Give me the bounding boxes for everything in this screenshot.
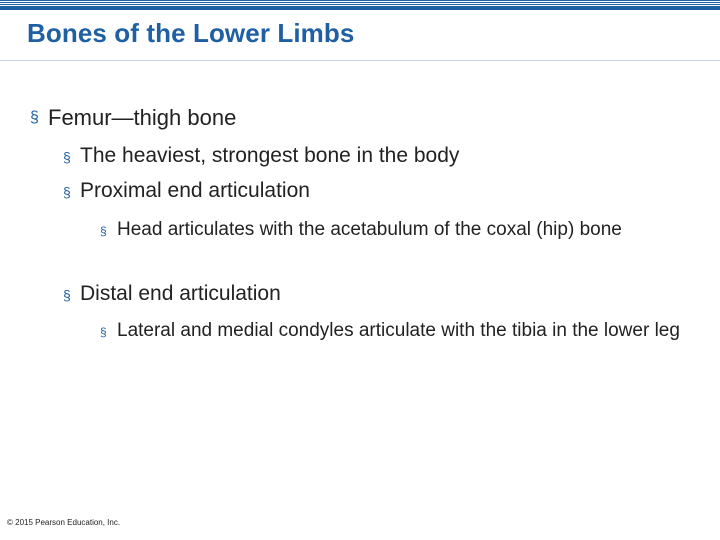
slide-title: Bones of the Lower Limbs (27, 18, 355, 48)
bullet-marker-icon: § (30, 109, 39, 126)
bullet-heaviest (63, 141, 683, 171)
bullet-condyles (100, 317, 700, 345)
bullet-femur (30, 103, 690, 133)
bullet-text: Head articulates with the acetabulum of the coxal (hip) bone (117, 219, 622, 240)
header-stripe-bar (0, 0, 720, 10)
bullet-marker-icon: § (100, 224, 107, 238)
bullet-distal (63, 279, 683, 309)
bullet-text: Proximal end articulation (80, 179, 310, 202)
bullet-text: Femur—thigh bone (48, 105, 237, 130)
bullet-text: Distal end articulation (80, 282, 281, 305)
bullet-marker-icon: § (63, 287, 71, 303)
bullet-proximal (63, 176, 683, 206)
copyright-footer: © 2015 Pearson Education, Inc. (7, 518, 121, 527)
bullet-marker-icon: § (63, 184, 71, 200)
bullet-text: Lateral and medial condyles articulate with the tibia in the lower leg (117, 320, 680, 341)
title-divider (0, 60, 720, 61)
bullet-head (100, 216, 700, 244)
bullet-text: The heaviest, strongest bone in the body (80, 144, 460, 167)
bullet-marker-icon: § (63, 149, 71, 165)
bullet-marker-icon: § (100, 325, 107, 339)
